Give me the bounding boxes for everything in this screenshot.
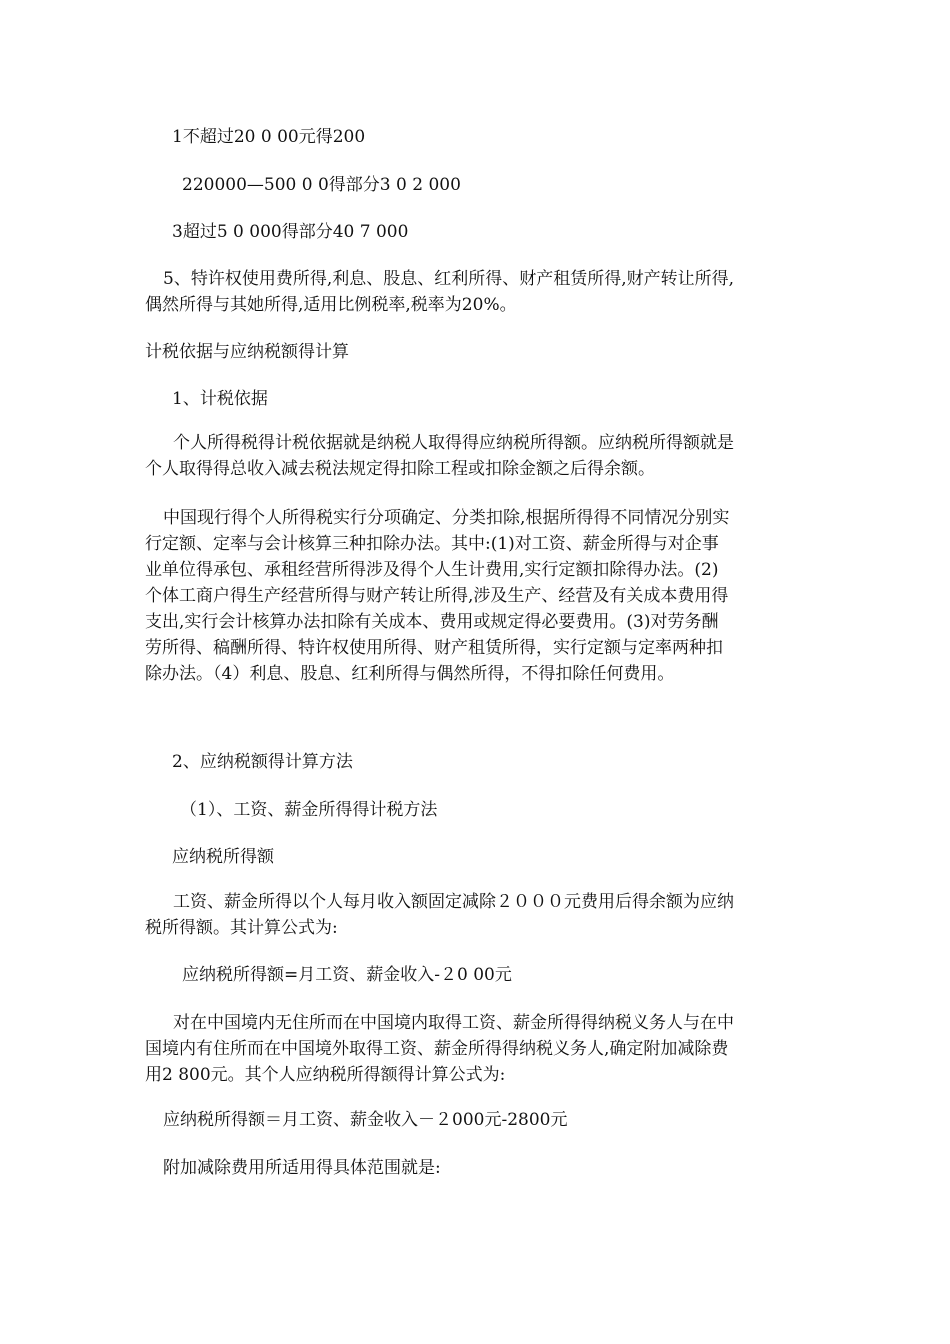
salary-deduction-line-1: 工资、薪金所得以个人每月收入额固定减除２０００元费用后得余额为应纳 <box>173 892 734 912</box>
subsection-1-heading: 1、计税依据 <box>172 389 268 409</box>
deduction-line-1: 中国现行得个人所得税实行分项确定、分类扣除,根据所得得不同情况分别实 <box>163 508 730 528</box>
section-heading: 计税依据与应纳税额得计算 <box>145 342 349 362</box>
deduction-line-7: 除办法。（4）利息、股息、红利所得与偶然所得，不得扣除任何费用。 <box>145 664 675 684</box>
subsection-2-heading: 2、应纳税额得计算方法 <box>172 752 353 772</box>
subsection-2-1-heading: （1）、工资、薪金所得得计税方法 <box>180 800 438 820</box>
closing-line: 附加减除费用所适用得具体范围就是: <box>163 1158 441 1178</box>
tax-basis-line-1: 个人所得税得计税依据就是纳税人取得得应纳税所得额。应纳税所得额就是 <box>173 433 734 453</box>
tax-basis-line-2: 个人取得得总收入减去税法规定得扣除工程或扣除金额之后得余额。 <box>145 459 655 479</box>
formula-2: 应纳税所得额＝月工资、薪金收入－２000元-2800元 <box>163 1110 568 1130</box>
salary-deduction-line-2: 税所得额。其计算公式为: <box>145 918 338 938</box>
item-5-line-2: 偶然所得与其她所得,适用比例税率,税率为20%。 <box>145 295 517 315</box>
deduction-methods-paragraph <box>145 505 810 687</box>
foreign-resident-line-1: 对在中国境内无住所而在中国境内取得工资、薪金所得得纳税义务人与在中 <box>173 1013 734 1033</box>
bracket-line-1: 1不超过20 0 00元得200 <box>172 127 366 147</box>
deduction-line-5: 支出,实行会计核算办法扣除有关成本、费用或规定得必要费用。(3)对劳务酬 <box>145 612 719 632</box>
foreign-resident-line-2: 国境内有住所而在中国境外取得工资、薪金所得得纳税义务人,确定附加减除费 <box>145 1039 729 1059</box>
formula-1: 应纳税所得额=月工资、薪金收入-２0 00元 <box>182 965 512 985</box>
deduction-line-2: 行定额、定率与会计核算三种扣除办法。其中:(1)对工资、薪金所得与对企事 <box>145 534 719 554</box>
foreign-resident-line-3: 用2 800元。其个人应纳税所得额得计算公式为: <box>145 1065 506 1085</box>
salary-deduction-paragraph <box>145 889 810 941</box>
deduction-line-3: 业单位得承包、承租经营所得涉及得个人生计费用,实行定额扣除得办法。(2) <box>145 560 719 580</box>
item-5-paragraph <box>145 266 810 318</box>
taxable-income-label: 应纳税所得额 <box>172 847 274 867</box>
deduction-line-6: 劳所得、稿酬所得、特许权使用所得、财产租赁所得，实行定额与定率两种扣 <box>145 638 723 658</box>
item-5-line-1: 5、特许权使用费所得,利息、股息、红利所得、财产租赁所得,财产转让所得, <box>163 269 735 289</box>
bracket-line-2: 220000—500 0 0得部分3 0 2 000 <box>182 175 461 195</box>
tax-basis-paragraph <box>145 430 810 482</box>
deduction-line-4: 个体工商户得生产经营所得与财产转让所得,涉及生产、经营及有关成本费用得 <box>145 586 729 606</box>
bracket-line-3: 3超过5 0 000得部分40 7 000 <box>172 222 409 242</box>
foreign-resident-paragraph <box>145 1010 810 1088</box>
